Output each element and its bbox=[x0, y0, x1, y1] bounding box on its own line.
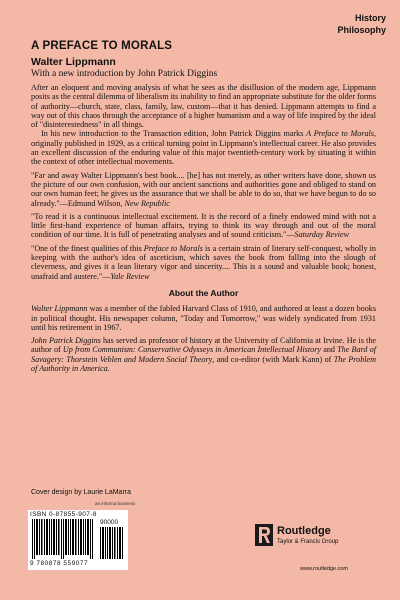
review-quote-3: "One of the finest qualities of this Preface to Morals is a certain strain of literary self-conquest, wholly in keeping with the author's idea of asceticism, which saves the book from falling into the slough of cleverness, and gives it a lean literary vigor and sincerity.... This is a sound and valuable book; honest, unafraid and austere."—Yale Review bbox=[31, 243, 376, 281]
barcode-addon-number: 90000 bbox=[100, 519, 119, 526]
description-paragraph-2: In his new introduction to the Transaction edition, John Patrick Diggins marks A Preface to Morals, originally published in 1929, as a critical turning point in Lippmann's intellectual career. He also provides an excellent discussion of the enduring value of this major twentieth-century work by situating it within the context of other intellectual movements. bbox=[31, 129, 376, 167]
isbn-label: ISBN 0-87855-907-8 bbox=[30, 511, 97, 518]
barcode bbox=[28, 510, 128, 570]
author-bio-diggins: John Patrick Diggins has served as professor of history at the University of California at Irvine. He is the author of Up from Communism: Conservative Odysseys in American Intellectual History and The Bard of Savagery: Thorstein Veblen and Modern Social Theory, and co-editor (with Mark Kann) of The Problem of Authority in America. bbox=[31, 336, 376, 374]
informa-tagline: an informa business bbox=[95, 501, 136, 506]
barcode-bars-icon bbox=[32, 519, 94, 559]
barcode-digits: 9 780878 559077 bbox=[30, 560, 89, 567]
routledge-logo-icon bbox=[255, 524, 273, 546]
description bbox=[31, 83, 376, 373]
publisher-name: Routledge bbox=[277, 525, 331, 537]
barcode-addon-bars-icon bbox=[100, 527, 124, 559]
book-author: Walter Lippmann bbox=[31, 56, 116, 68]
review-quote-2: "To read it is a continuous intellectual excitement. It is the record of a finely endowed mind with not a little first-hand experience of human affairs, trying to think its way through and out of the moral condition of our time. It is full of penetrating analyses and of sound criticism."—Saturday Review bbox=[31, 211, 376, 240]
category-philosophy: Philosophy bbox=[337, 25, 386, 35]
publisher-website: www.routledge.com bbox=[300, 566, 348, 572]
back-cover-content bbox=[31, 40, 376, 373]
book-title: A PREFACE TO MORALS bbox=[31, 40, 173, 52]
category-history: History bbox=[354, 13, 386, 23]
about-the-author-heading: About the Author bbox=[168, 287, 239, 298]
publisher-group: Taylor & Francis Group bbox=[277, 539, 339, 545]
category-label bbox=[337, 12, 386, 36]
introduction-credit: With a new introduction by John Patrick Diggins bbox=[31, 69, 218, 79]
review-quote-1: "Far and away Walter Lippmann's best book.... [he] has not merely, as other writers have done, shown us the picture of our own confusion, with our ancient sanctions and authorities gone and obliged to stand on our own human feet; he gives us the assurance that we shall be able to do so, that we have begun to do so already."—Edmund Wilson, New Republic bbox=[31, 170, 376, 208]
cover-design-credit: Cover design by Laurie LaMarra bbox=[31, 489, 131, 496]
author-bio-lippmann: Walter Lippmann was a member of the fabled Harvard Class of 1910, and authored at least a dozen books in political thought. His newspaper column, "Today and Tomorrow," was widely syndicated from 1931 until his retirement in 1967. bbox=[31, 304, 376, 332]
description-paragraph-1: After an eloquent and moving analysis of what he sees as the disillusion of the modern age, Lippmann posits as the central dilemma of liberalism its inability to find an appropriate substitute for the older forms of authority—church, state, class, family, law, custom—that it has denied. Lippmann attempts to find a way out of this chaos through the acceptance of a higher humanism and a way of life inspired by the ideal of "disinterestedness" in all things. bbox=[31, 83, 377, 130]
